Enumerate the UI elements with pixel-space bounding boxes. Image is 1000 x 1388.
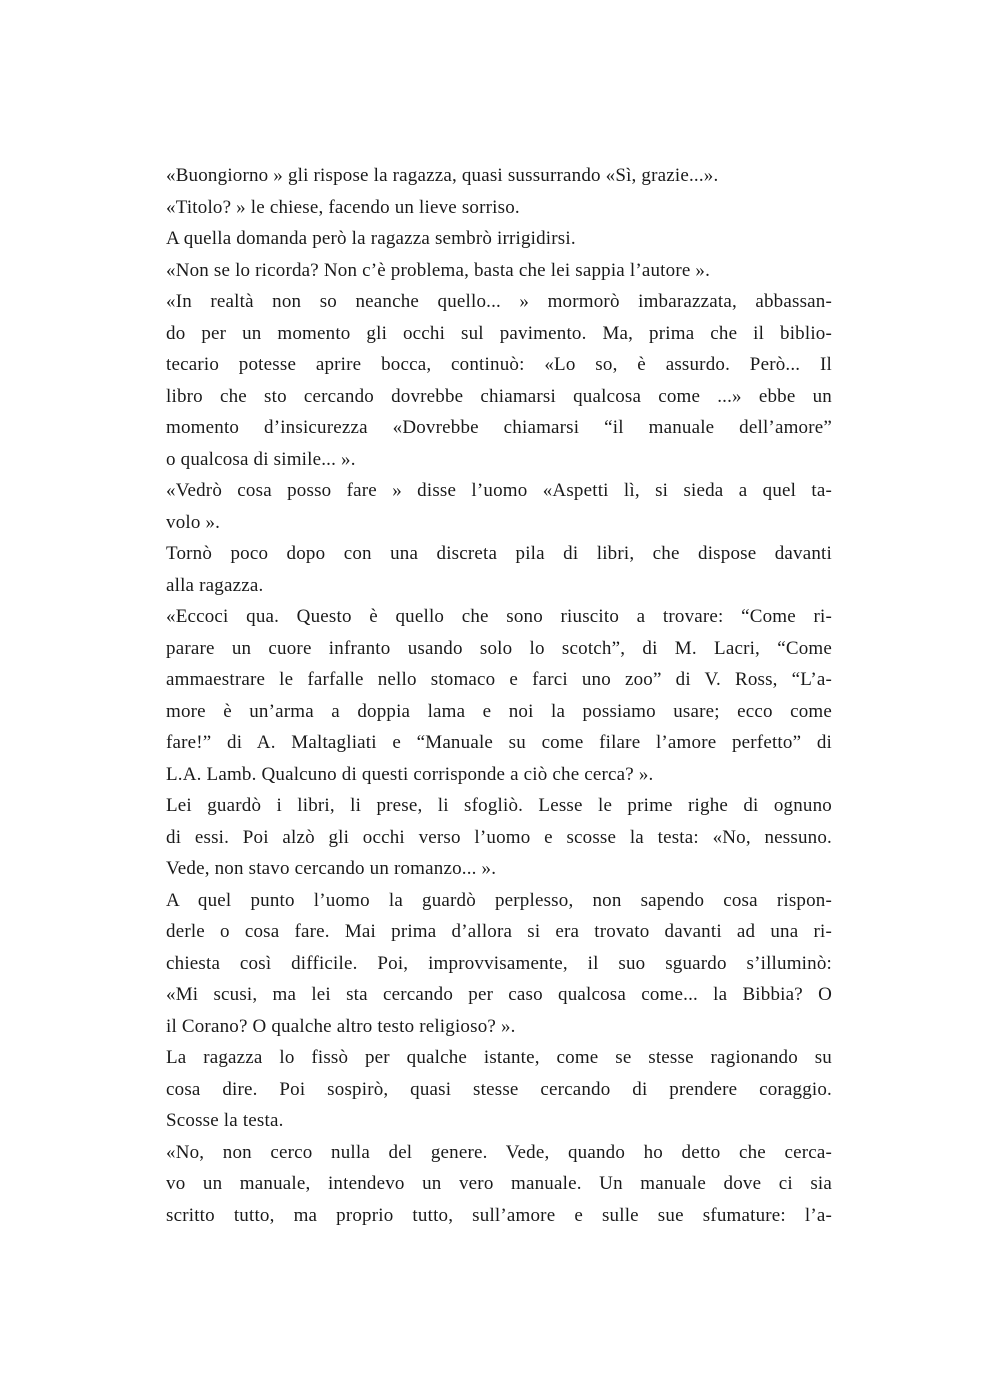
text-line: «Titolo? » le chiese, facendo un lieve sorriso. xyxy=(166,196,520,218)
text-line: «Non se lo ricorda? Non c’è problema, basta che lei sappia l’autore ». xyxy=(166,259,711,281)
text-line: Scosse la testa. xyxy=(166,1110,284,1131)
text-line: «No, non cerco nulla del genere. Vede, quando ho detto che cerca- xyxy=(166,1141,832,1163)
text-line: chiesta così difficile. Poi, improvvisamente, il suo sguardo s’illuminò: xyxy=(166,952,832,974)
text-line: ammaestrare le farfalle nello stomaco e farci uno zoo” di V. Ross, “L’a- xyxy=(166,669,832,690)
text-line: «Buongiorno » gli rispose la ragazza, quasi sussurrando «Sì, grazie...». xyxy=(166,165,719,186)
text-line: o qualcosa di simile... ». xyxy=(166,448,356,470)
text-line: cosa dire. Poi sospirò, quasi stesse cercando di prendere coraggio. xyxy=(166,1078,832,1100)
text-line: fare!” di A. Maltagliati e “Manuale su come filare l’amore perfetto” di xyxy=(166,732,832,753)
text-line: «In realtà non so neanche quello... » mormorò imbarazzata, abbassan- xyxy=(166,291,832,312)
text-line: Lei guardò i libri, li prese, li sfogliò. Lesse le prime righe di ognuno xyxy=(166,795,832,816)
text-line: parare un cuore infranto usando solo lo scotch”, di M. Lacri, “Come xyxy=(166,637,832,659)
text-line: do per un momento gli occhi sul pavimento. Ma, prima che il biblio- xyxy=(166,322,832,344)
text-line: alla ragazza. xyxy=(166,574,264,596)
text-line: L.A. Lamb. Qualcuno di questi corrisponde a ciò che cerca? ». xyxy=(166,763,654,785)
text-line: A quella domanda però la ragazza sembrò irrigidirsi. xyxy=(166,228,576,249)
text-line: momento d’insicurezza «Dovrebbe chiamarsi “il manuale dell’amore” xyxy=(166,417,832,438)
text-line: vo un manuale, intendevo un vero manuale. Un manuale dove ci sia xyxy=(166,1173,832,1194)
text-line: «Eccoci qua. Questo è quello che sono riuscito a trovare: “Come ri- xyxy=(166,606,832,627)
text-line: A quel punto l’uomo la guardò perplesso, non sapendo cosa rispon- xyxy=(166,889,832,911)
text-line: La ragazza lo fissò per qualche istante, come se stesse ragionando su xyxy=(166,1047,832,1068)
text-line: derle o cosa fare. Mai prima d’allora si era trovato davanti ad una ri- xyxy=(166,921,832,942)
text-line: libro che sto cercando dovrebbe chiamarsi qualcosa come ...» ebbe un xyxy=(166,385,832,407)
text-line: more è un’arma a doppia lama e noi la possiamo usare; ecco come xyxy=(166,700,832,722)
text-line: «Vedrò cosa posso fare » disse l’uomo «Aspetti lì, si sieda a quel ta- xyxy=(166,480,832,501)
text-line: volo ». xyxy=(166,511,221,533)
text-line: «Mi scusi, ma lei sta cercando per caso qualcosa come... la Bibbia? O xyxy=(166,984,832,1005)
book-page xyxy=(166,160,832,1231)
text-line: scritto tutto, ma proprio tutto, sull’amore e sulle sue sfumature: l’a- xyxy=(166,1204,832,1226)
text-line: di essi. Poi alzò gli occhi verso l’uomo e scosse la testa: «No, nessuno. xyxy=(166,826,832,848)
text-line: Vede, non stavo cercando un romanzo... ». xyxy=(166,858,497,879)
text-line: tecario potesse aprire bocca, continuò: «Lo so, è assurdo. Però... Il xyxy=(166,354,832,375)
text-line: Tornò poco dopo con una discreta pila di libri, che dispose davanti xyxy=(166,543,832,564)
text-line: il Corano? O qualche altro testo religioso? ». xyxy=(166,1015,516,1037)
